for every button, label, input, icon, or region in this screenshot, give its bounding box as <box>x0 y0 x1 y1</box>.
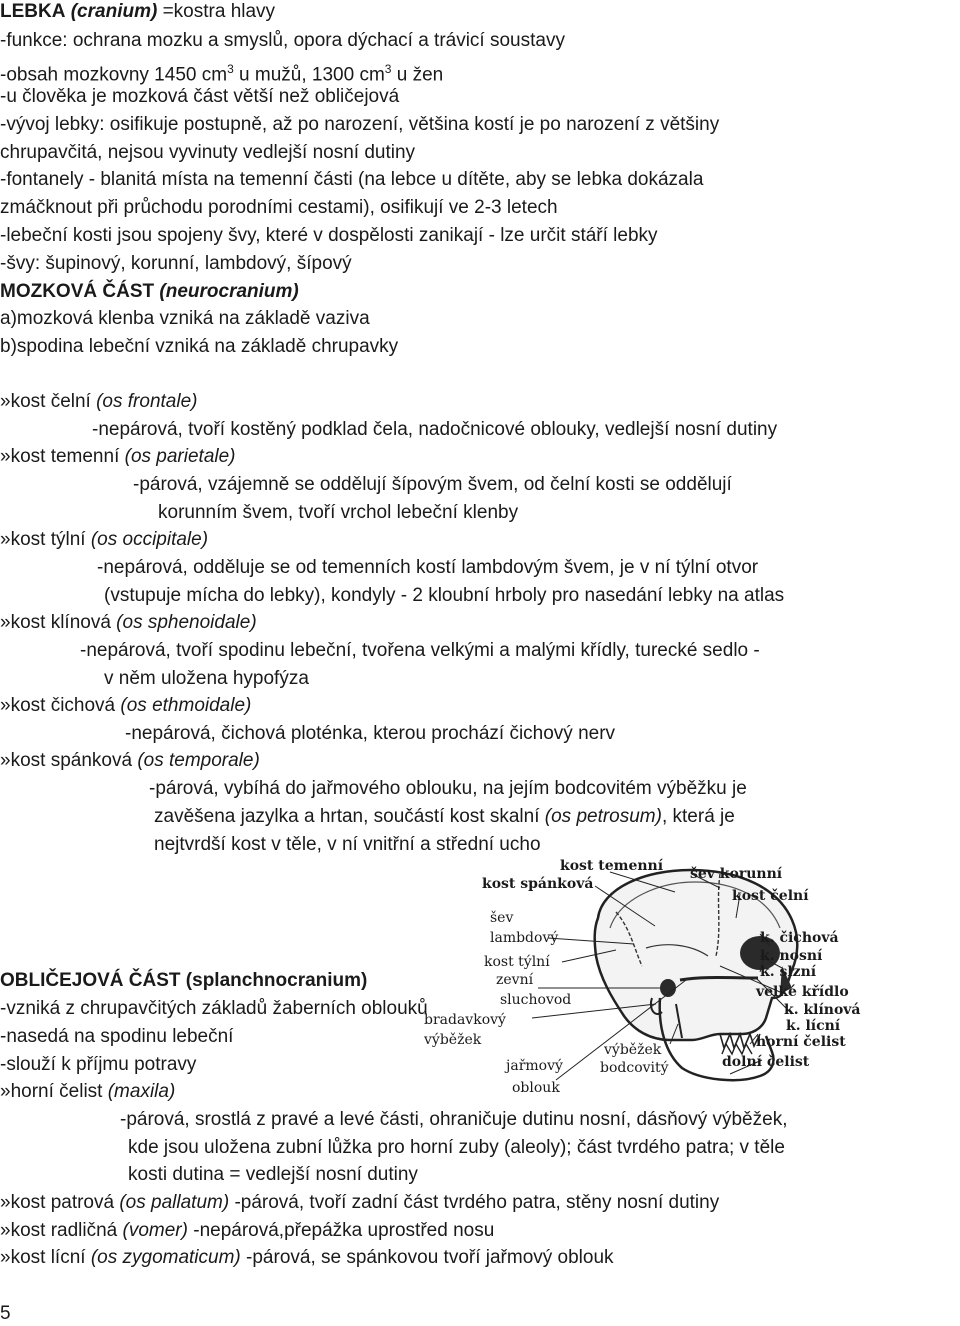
bone-name: »kost týlní <box>0 529 91 550</box>
label-sev: šev <box>490 910 514 926</box>
heading-mozkova <box>0 280 299 304</box>
temporale-text-b: , která je <box>661 806 735 827</box>
label-kost-tylni: kost týlní <box>484 954 550 970</box>
line-obsah <box>0 57 443 87</box>
temporale-text-a: zavěšena jazylka a hrtan, součástí kost skalní <box>154 806 545 827</box>
label-kost-spankova: kost spánková <box>482 876 594 892</box>
sup-cm3-b: 3 <box>384 62 392 76</box>
bone-sphenoidale-desc-2: v něm uložena hypofýza <box>104 668 309 689</box>
bone-parietale-desc-2: korunním švem, tvoří vrchol lebeční klenby <box>158 502 519 523</box>
title-line <box>0 0 275 24</box>
sup-cm3-a: 3 <box>227 62 234 76</box>
line-potrava: -slouží k příjmu potravy <box>0 1054 197 1075</box>
label-oblouk: oblouk <box>512 1080 560 1096</box>
bone-name: »kost lícní <box>0 1247 91 1268</box>
line-zaberni: -vzniká z chrupavčitých základů žaberních oblouků <box>0 998 428 1019</box>
bone-maxila-desc-1: -párová, srostlá z pravé a levé části, ohraničuje dutinu nosní, dásňový výběžek, <box>120 1109 788 1130</box>
obsah-text-c: u žen <box>391 64 444 86</box>
bone-desc: -nepárová,přepážka uprostřed nosu <box>187 1220 495 1241</box>
page-number: 5 <box>0 1303 11 1324</box>
label-horni-celist: horní čelist <box>756 1034 846 1050</box>
line-mozkova-vetsi: -u člověka je mozková část větší než obličejová <box>0 86 400 107</box>
bone-sphenoidale-name <box>0 611 257 635</box>
bone-name: »kost patrová <box>0 1192 120 1213</box>
label-bradavkovy: bradavkový <box>424 1012 506 1028</box>
label-vybezek: výběžek <box>424 1032 482 1048</box>
bone-parietale-desc-1: -párová, vzájemně se oddělují šípovým švem, od čelní kosti se oddělují <box>133 474 732 495</box>
bone-latin: (os ethmoidale) <box>120 695 252 716</box>
heading-mozkova-text: MOZKOVÁ ČÁST <box>0 281 155 302</box>
title-lebka: LEBKA <box>0 1 66 22</box>
bone-latin: (os zygomaticum) <box>90 1247 241 1268</box>
bone-latin: (maxila) <box>107 1081 176 1102</box>
bone-temporale-name <box>0 749 260 773</box>
bone-ethmoidale-desc: -nepárová, čichová ploténka, kterou prochází čichový nerv <box>125 723 616 744</box>
bone-latin: (os occipitale) <box>90 529 209 550</box>
bone-name: »kost radličná <box>0 1220 123 1241</box>
bone-vomer-line <box>0 1219 494 1243</box>
bone-latin: (vomer) <box>122 1220 188 1241</box>
bone-zygomaticum-line <box>0 1246 614 1270</box>
bone-frontale-name <box>0 390 197 414</box>
heading-mozkova-latin: (neurocranium) <box>159 281 299 302</box>
line-nasedá: -nasedá na spodinu lebeční <box>0 1026 234 1047</box>
bone-occipitale-desc-1: -nepárová, odděluje se od temenních kostí lambdovým švem, je v ní týlní otvor <box>97 557 759 578</box>
bone-parietale-name <box>0 445 236 469</box>
line-fontanely-2: zmáčknout při průchodu porodními cestami), osifikují ve 2-3 letech <box>0 197 558 218</box>
bone-frontale-desc: -nepárová, tvoří kostěný podklad čela, nadočnicové oblouky, vedlejší nosní dutiny <box>92 419 778 440</box>
bone-maxila-desc-2: kde jsou uložena zubní lůžka pro horní zuby (aleoly); část tvrdého patra; v těle <box>128 1137 785 1158</box>
label-bodcovity: bodcovitý <box>600 1060 669 1076</box>
bone-latin: (os pallatum) <box>119 1192 230 1213</box>
label-dolni-celist: dolní čelist <box>722 1054 810 1070</box>
bone-name: »kost klínová <box>0 612 117 633</box>
label-k-nosni: k. nosní <box>760 948 823 964</box>
line-spodina: b)spodina lebeční vzniká na základě chrupavky <box>0 336 399 357</box>
bone-occipitale-name <box>0 528 208 552</box>
label-zevni: zevní <box>496 972 534 988</box>
label-k-cichova: k. čichová <box>760 930 839 946</box>
bone-name: »kost temenní <box>0 446 125 467</box>
bone-desc: -párová, se spánkovou tvoří jařmový oblouk <box>240 1247 614 1268</box>
bone-name: »kost spánková <box>0 750 138 771</box>
title-latin: (cranium) <box>70 1 158 22</box>
line-funkce: -funkce: ochrana mozku a smyslů, opora dýchací a trávicí soustavy <box>0 30 565 51</box>
line-vyvoj-1: -vývoj lebky: osifikuje postupně, až po narození, většina kostí je po narození z většiny <box>0 114 720 135</box>
skull-diagram <box>420 848 915 1100</box>
label-kost-temenni: kost temenní <box>560 858 664 874</box>
line-svy-2: -švy: šupinový, korunní, lambdový, šípový <box>0 253 352 274</box>
label-jarmovy: jařmový <box>506 1058 563 1074</box>
bone-temporale-desc-1: -párová, vybíhá do jařmového oblouku, na jejím bodcovitém výběžku je <box>149 778 747 799</box>
label-sev-korunni: šev korunní <box>690 866 783 882</box>
bone-sphenoidale-desc-1: -nepárová, tvoří spodinu lebeční, tvořena velkými a malými křídly, turecké sedlo - <box>80 640 760 661</box>
skull-teeth <box>720 1034 760 1048</box>
obsah-text-a: -obsah mozkovny 1450 cm <box>0 64 228 86</box>
label-k-lini: k. lícní <box>786 1018 841 1034</box>
bone-temporale-desc-2 <box>154 805 735 829</box>
label-k-slzni: k. slzní <box>760 964 817 980</box>
label-vybezek-2: výběžek <box>604 1042 662 1058</box>
skull-lower-teeth <box>722 1044 752 1054</box>
label-velke-kridlo: velké křídlo <box>756 984 849 1000</box>
label-kost-celni: kost čelní <box>732 888 809 904</box>
bone-name: »kost čelní <box>0 391 97 412</box>
bone-pallatum-line <box>0 1191 719 1215</box>
title-rest: =kostra hlavy <box>157 1 276 22</box>
bone-ethmoidale-name <box>0 694 251 718</box>
line-fontanely-1: -fontanely - blanitá místa na temenní části (na lebce u dítěte, aby se lebka dokázala <box>0 169 704 190</box>
bone-latin: (os temporale) <box>137 750 260 771</box>
bone-temporale-desc-3: nejtvrdší kost v těle, v ní vnitřní a střední ucho <box>154 834 541 855</box>
label-lambdovy: lambdový <box>490 930 559 946</box>
bone-latin: (os parietale) <box>124 446 236 467</box>
skull-figure <box>420 848 915 1100</box>
bone-desc: -párová, tvoří zadní část tvrdého patra, stěny nosní dutiny <box>229 1192 720 1213</box>
line-svy-1: -lebeční kosti jsou spojeny švy, které v dospělosti zanikají - lze určit stáří lebky <box>0 225 658 246</box>
bone-name: »kost čichová <box>0 695 121 716</box>
bone-maxila-name <box>0 1080 175 1104</box>
line-vyvoj-2: chrupavčitá, nejsou vyvinuty vedlejší nosní dutiny <box>0 142 416 163</box>
label-sluchovod: sluchovod <box>500 992 572 1008</box>
bone-occipitale-desc-2: (vstupuje mícha do lebky), kondyly - 2 kloubní hrboly pro nasedání lebky na atlas <box>104 585 785 606</box>
bone-name: »horní čelist <box>0 1081 108 1102</box>
label-k-klinova: k. klínová <box>784 1002 861 1018</box>
bone-latin: (os sphenoidale) <box>116 612 257 633</box>
bone-maxila-desc-3: kosti dutina = vedlejší nosní dutiny <box>128 1164 418 1185</box>
heading-oblicejova: OBLIČEJOVÁ ČÁST (splanchnocranium) <box>0 970 368 991</box>
bone-latin: (os frontale) <box>96 391 198 412</box>
obsah-text-b: u mužů, 1300 cm <box>233 64 385 86</box>
temporale-latin-petrosum: (os petrosum) <box>544 806 662 827</box>
line-klenba: a)mozková klenba vzniká na základě vaziva <box>0 308 370 329</box>
